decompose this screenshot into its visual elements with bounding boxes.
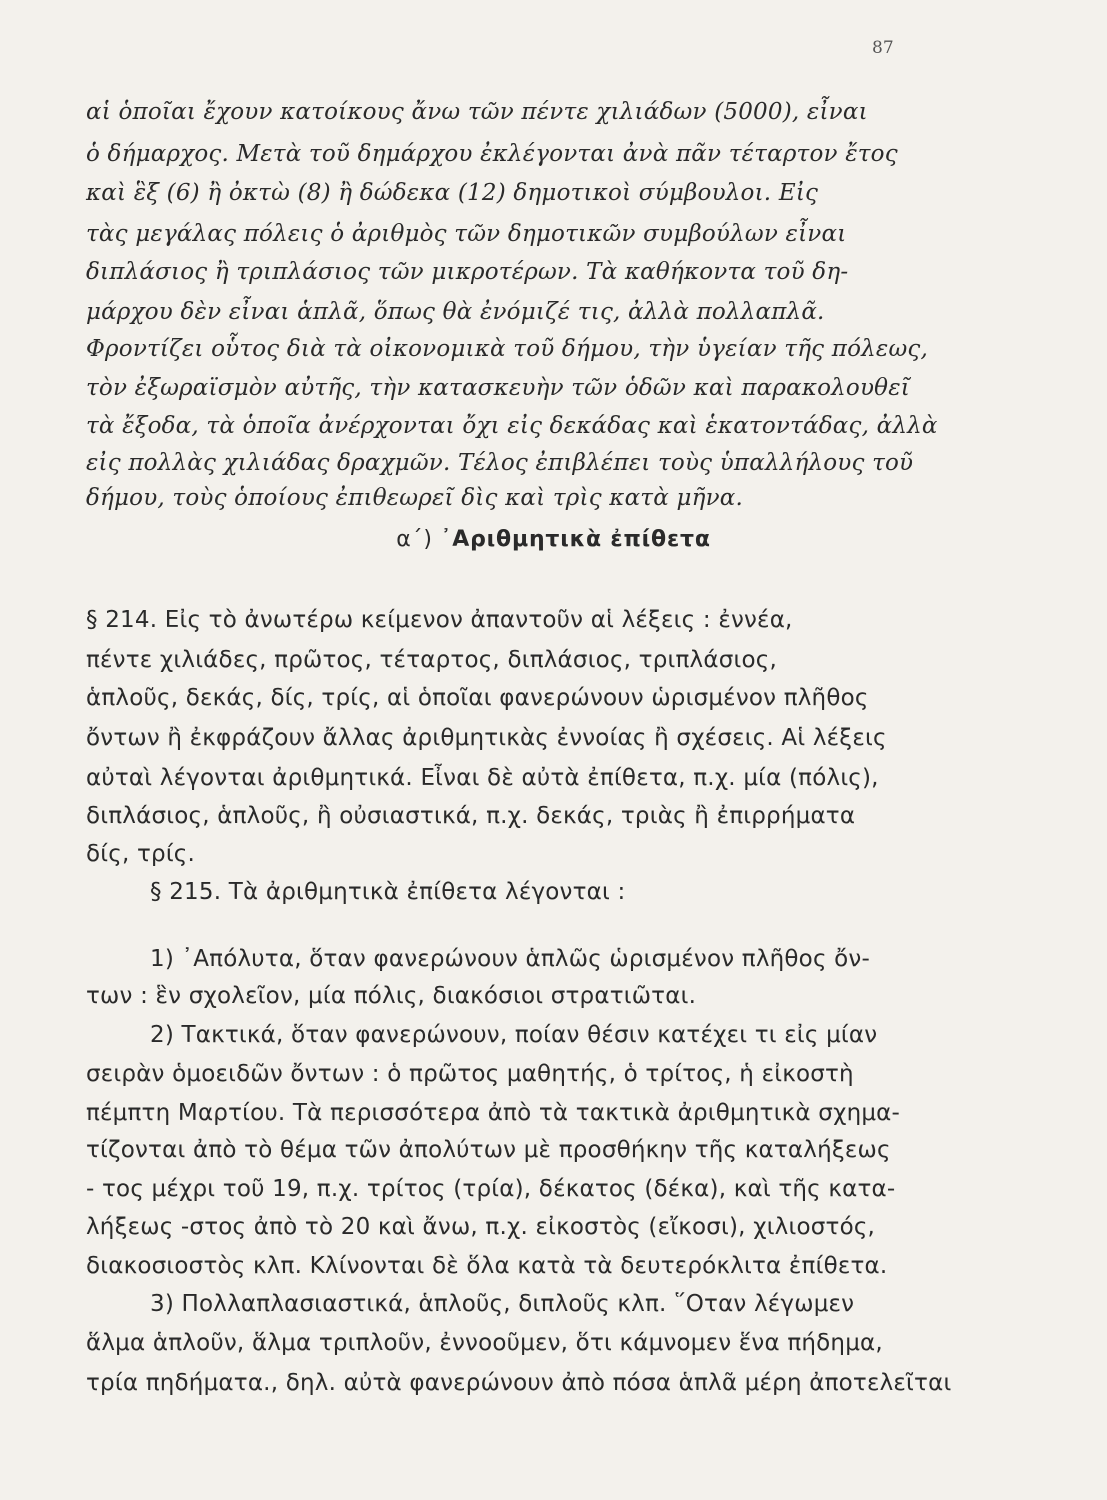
text-line: δήμου, τοὺς ὁποίους ἐπιθεωρεῖ δὶς καὶ τρὶς κατὰ μῆνα. bbox=[86, 485, 744, 511]
text-line: δίς, τρίς. bbox=[86, 841, 196, 867]
text-line: διπλάσιος ἢ τριπλάσιος τῶν μικροτέρων. Τὰ καθήκοντα τοῦ δη- bbox=[86, 259, 849, 285]
text-line: πέντε χιλιάδες, πρῶτος, τέταρτος, διπλάσιος, τριπλάσιος, bbox=[86, 647, 777, 673]
section-heading bbox=[0, 527, 1107, 552]
text-line: τὰς μεγάλας πόλεις ὁ ἀριθμὸς τῶν δημοτικῶν συμβούλων εἶναι bbox=[86, 221, 847, 247]
text-line: τὰ ἔξοδα, τὰ ὁποῖα ἀνέρχονται ὄχι εἰς δεκάδας καὶ ἑκατοντάδας, ἀλλὰ bbox=[86, 413, 938, 439]
text-line: 2) Τακτικά, ὅταν φανερώνουν, ποίαν θέσιν κατέχει τι εἰς μίαν bbox=[150, 1022, 878, 1048]
text-line: αὐταὶ λέγονται ἀριθμητικά. Εἶναι δὲ αὐτὰ ἐπίθετα, π.χ. μία (πόλις), bbox=[86, 765, 879, 791]
text-line: § 215. Τὰ ἀριθμητικὰ ἐπίθετα λέγονται : bbox=[150, 879, 626, 905]
text-line: τρία πηδήματα., δηλ. αὐτὰ φανερώνουν ἀπὸ πόσα ἁπλᾶ μέρη ἀποτελεῖται bbox=[86, 1370, 952, 1396]
text-line: 1) ᾿Απόλυτα, ὅταν φανερώνουν ἁπλῶς ὡρισμένον πλῆθος ὄν- bbox=[150, 946, 870, 972]
text-line: διακοσιοστὸς κλπ. Κλίνονται δὲ ὅλα κατὰ τὰ δευτερόκλιτα ἐπίθετα. bbox=[86, 1253, 888, 1279]
text-line: ὁ δήμαρχος. Μετὰ τοῦ δημάρχου ἐκλέγονται ἀνὰ πᾶν τέταρτον ἔτος bbox=[86, 141, 898, 167]
text-line: Φροντίζει οὗτος διὰ τὰ οἰκονομικὰ τοῦ δήμου, τὴν ὑγείαν τῆς πόλεως, bbox=[86, 336, 928, 362]
text-line: αἱ ὁποῖαι ἔχουν κατοίκους ἄνω τῶν πέντε χιλιάδων (5000), εἶναι bbox=[86, 99, 868, 125]
text-line: ἅλμα ἁπλοῦν, ἅλμα τριπλοῦν, ἐννοοῦμεν, ὅτι κάμνομεν ἕνα πήδημα, bbox=[86, 1330, 883, 1356]
text-line: 3) Πολλαπλασιαστικά, ἁπλοῦς, διπλοῦς κλπ. ῞Οταν λέγωμεν bbox=[150, 1291, 855, 1317]
text-line: μάρχου δὲν εἶναι ἁπλᾶ, ὅπως θὰ ἐνόμιζέ τις, ἀλλὰ πολλαπλᾶ. bbox=[86, 299, 825, 325]
text-line: τίζονται ἀπὸ τὸ θέμα τῶν ἀπολύτων μὲ προσθήκην τῆς καταλήξεως bbox=[86, 1137, 891, 1163]
text-line: τὸν ἐξωραϊσμὸν αὐτῆς, τὴν κατασκευὴν τῶν ὁδῶν καὶ παρακολουθεῖ bbox=[86, 375, 910, 401]
text-line: ὄντων ἢ ἐκφράζουν ἄλλας ἀριθμητικὰς ἐννοίας ἢ σχέσεις. Αἱ λέξεις bbox=[86, 725, 887, 751]
page-number: 87 bbox=[872, 38, 894, 58]
text-line: εἰς πολλὰς χιλιάδας δραχμῶν. Τέλος ἐπιβλέπει τοὺς ὑπαλλήλους τοῦ bbox=[86, 450, 914, 476]
text-line: διπλάσιος, ἁπλοῦς, ἢ οὐσιαστικά, π.χ. δεκάς, τριὰς ἢ ἐπιρρήματα bbox=[86, 803, 856, 829]
text-line: λήξεως -στος ἀπὸ τὸ 20 καὶ ἄνω, π.χ. εἰκοστὸς (εἴκοσι), χιλιοστός, bbox=[86, 1214, 876, 1240]
text-line: σειρὰν ὁμοειδῶν ὄντων : ὁ πρῶτος μαθητής, ὁ τρίτος, ἡ εἰκοστὴ bbox=[86, 1061, 854, 1087]
text-line: ἁπλοῦς, δεκάς, δίς, τρίς, αἱ ὁποῖαι φανερώνουν ὡρισμένον πλῆθος bbox=[86, 685, 869, 711]
text-line: των : ἓν σχολεῖον, μία πόλις, διακόσιοι στρατιῶται. bbox=[86, 983, 697, 1009]
section-heading-prefix: α΄) bbox=[396, 527, 441, 552]
text-line: καὶ ἓξ (6) ἢ ὀκτὼ (8) ἢ δώδεκα (12) δημοτικοὶ σύμβουλοι. Εἰς bbox=[86, 180, 819, 206]
text-line: πέμπτη Μαρτίου. Τὰ περισσότερα ἀπὸ τὰ τακτικὰ ἀριθμητικὰ σχημα- bbox=[86, 1100, 901, 1126]
text-line: - τος μέχρι τοῦ 19, π.χ. τρίτος (τρία), δέκατος (δέκα), καὶ τῆς κατα- bbox=[86, 1176, 896, 1202]
section-heading-title: ᾿Αριθμητικὰ ἐπίθετα bbox=[440, 527, 711, 552]
text-line: § 214. Εἰς τὸ ἀνωτέρω κείμενον ἀπαντοῦν αἱ λέξεις : ἐννέα, bbox=[86, 607, 793, 633]
